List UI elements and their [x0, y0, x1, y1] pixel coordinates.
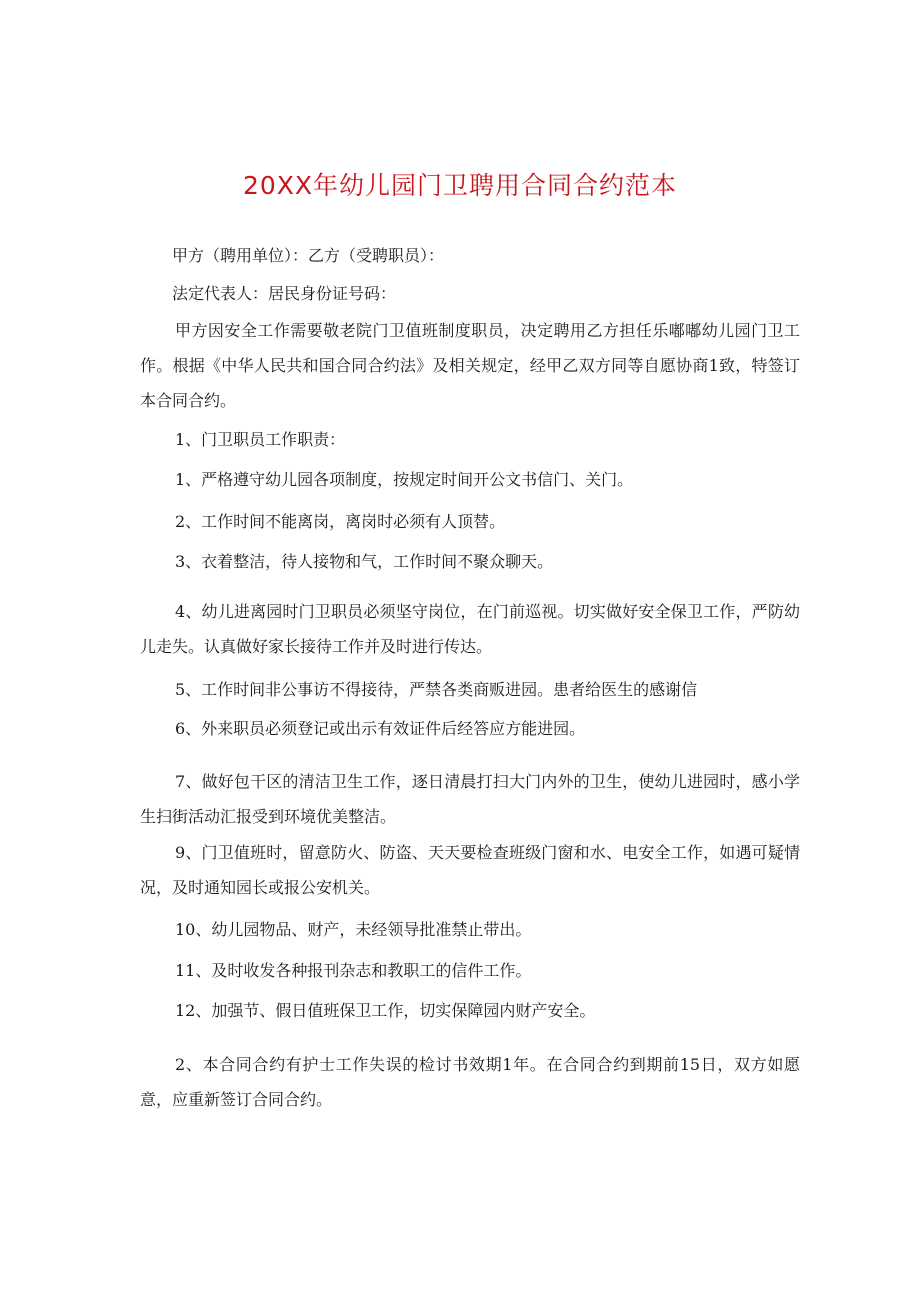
- duty-item: 11、及时收发各种报刊杂志和教职工的信件工作。: [175, 961, 532, 980]
- intro-paragraph: 甲方因安全工作需要敬老院门卫值班制度职员，决定聘用乙方担任乐嘟嘟幼儿园门卫工作。根据《中华人民共和国合同合约法》及相关规定，经甲乙双方同等自愿协商1致，特签订本合同合约。: [140, 321, 800, 410]
- duty-item: 10、幼儿园物品、财产，未经领导批准禁止带出。: [175, 920, 532, 939]
- duty-item: 3、衣着整洁，待人接物和气，工作时间不聚众聊天。: [175, 552, 554, 571]
- document-title: 20XX年幼儿园门卫聘用合同合约范本: [242, 171, 678, 200]
- duty-item: 6、外来职员必须登记或出示有效证件后经答应方能进园。: [175, 719, 586, 738]
- party-line: 甲方（聘用单位）：乙方（受聘职员）：: [172, 246, 445, 265]
- duty-item: 2、工作时间不能离岗，离岗时必须有人顶替。: [175, 512, 506, 531]
- representative-line: 法定代表人：居民身份证号码：: [172, 284, 397, 303]
- section-1-heading: 1、门卫职员工作职责：: [175, 430, 346, 449]
- duty-item: 12、加强节、假日值班保卫工作，切实保障园内财产安全。: [175, 1001, 596, 1020]
- duty-item: 7、做好包干区的清洁卫生工作，逐日清晨打扫大门内外的卫生，使幼儿进园时，感小学生扫街活动汇报受到环境优美整洁。: [140, 772, 800, 826]
- duty-item: 5、工作时间非公事访不得接待，严禁各类商贩进园。患者给医生的感谢信: [175, 680, 698, 699]
- duty-item: 9、门卫值班时，留意防火、防盗、天天要检查班级门窗和水、电安全工作，如遇可疑情况，及时通知园长或报公安机关。: [140, 843, 800, 897]
- duty-item: 1、严格遵守幼儿园各项制度，按规定时间开公文书信门、关门。: [175, 470, 634, 489]
- duty-item: 4、幼儿进离园时门卫职员必须坚守岗位，在门前巡视。切实做好安全保卫工作，严防幼儿走失。认真做好家长接待工作并及时进行传达。: [140, 602, 800, 656]
- section-2-paragraph: 2、本合同合约有护士工作失误的检讨书效期1年。在合同合约到期前15日，双方如愿意，应重新签订合同合约。: [140, 1055, 800, 1109]
